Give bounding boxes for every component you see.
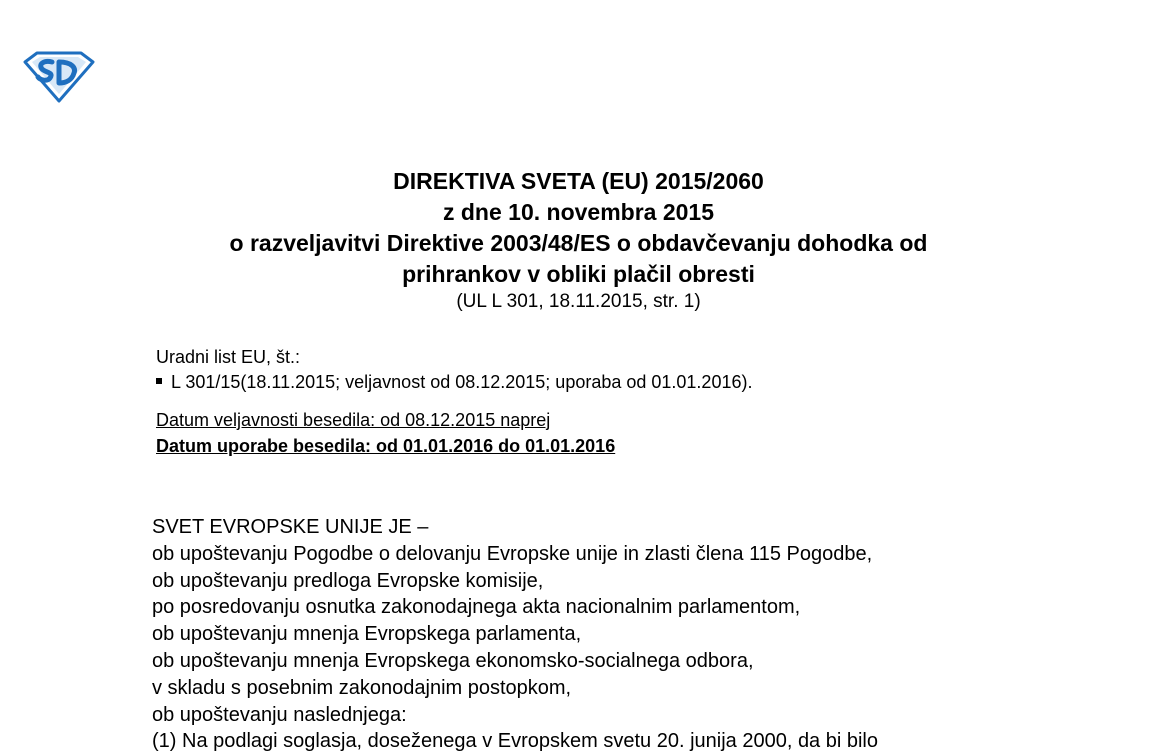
title-line: prihrankov v obliki plačil obresti [402,261,755,287]
bullet-icon [156,378,162,384]
document-title [0,166,1157,314]
logo-icon [22,50,96,104]
gazette-info [156,345,1056,459]
gazette-item-text: L 301/15(18.11.2015; veljavnost od 08.12.2015; uporaba od 01.01.2016). [171,372,753,392]
body-line: ob upoštevanju mnenja Evropskega parlamenta, [152,623,582,646]
body-line: SVET EVROPSKE UNIJE JE – [152,516,429,538]
body-line: (1) Na podlagi soglasja, doseženega v Evropskem svetu 20. junija 2000, da bi bilo [152,730,878,753]
valid-from-date: Datum veljavnosti besedila: od 08.12.2015 naprej [156,410,551,430]
body-line: ob upoštevanju predloga Evropske komisije, [152,569,544,592]
application-date: Datum uporabe besedila: od 01.01.2016 do 01.01.2016 [156,436,616,456]
body-line: ob upoštevanju mnenja Evropskega ekonomsko-socialnega odbora, [152,649,754,672]
logo-shape [22,50,96,104]
body-line: po posredovanju osnutka zakonodajnega akta nacionalnim parlamentom, [152,596,801,619]
body-line: ob upoštevanju Pogodbe o delovanju Evropske unije in zlasti člena 115 Pogodbe, [152,542,873,565]
title-line: z dne 10. novembra 2015 [442,199,714,225]
gazette-item [156,370,1056,395]
title-line: DIREKTIVA SVETA (EU) 2015/2060 [393,168,764,194]
official-journal-reference: (UL L 301, 18.11.2015, str. 1) [456,291,701,312]
body-line: ob upoštevanju naslednjega: [152,703,407,726]
gazette-heading: Uradni list EU, št.: [156,347,301,367]
body-line: v skladu s posebnim zakonodajnim postopkom, [152,676,572,699]
title-line: o razveljavitvi Direktive 2003/48/ES o obdavčevanju dohodka od [229,230,928,256]
document-body [152,514,1112,755]
validity-dates [156,407,1056,459]
